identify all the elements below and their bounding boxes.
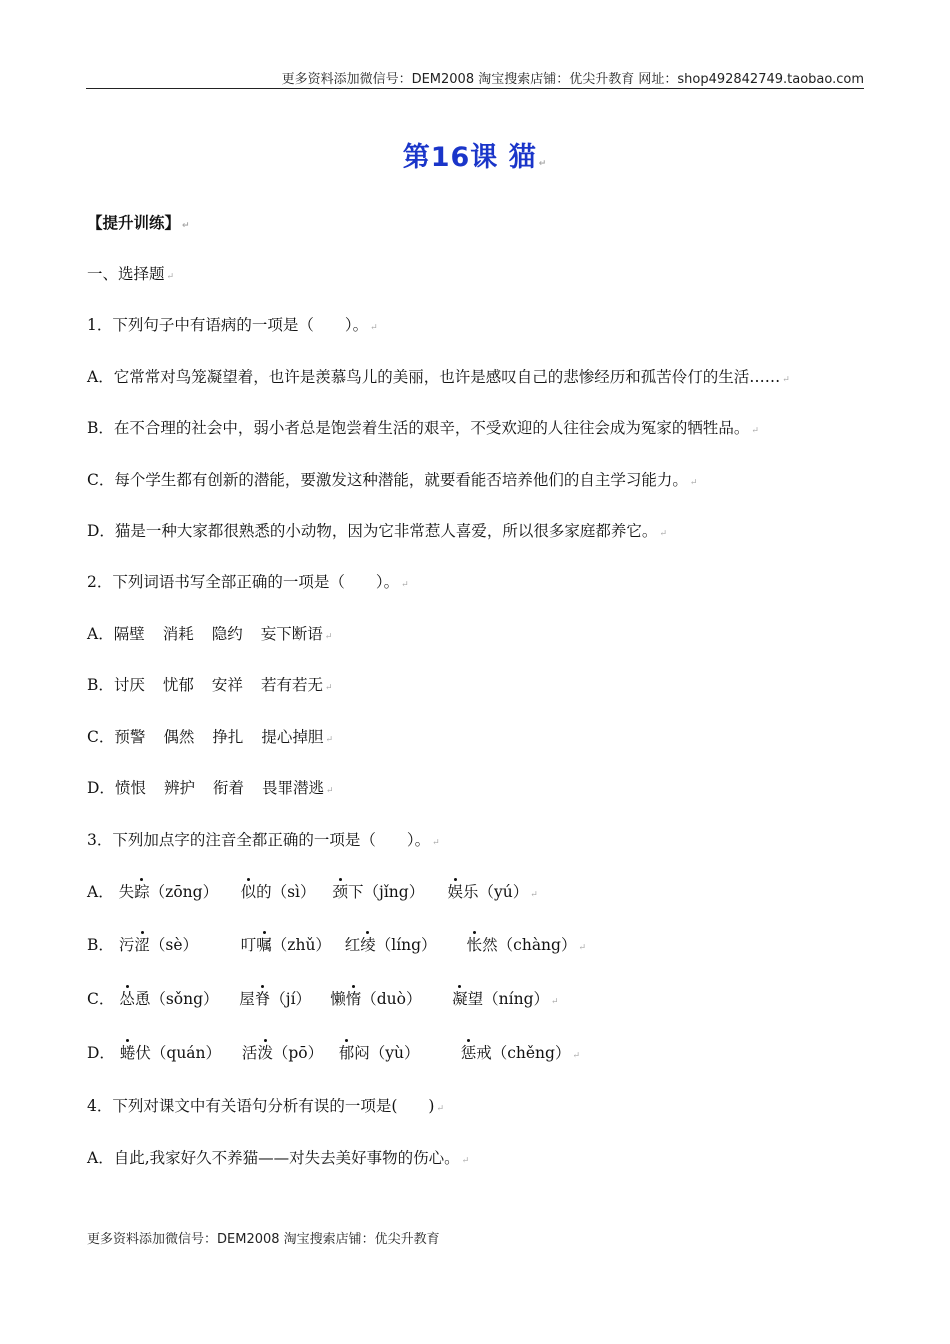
page-title: 第16课 猫 ↵ bbox=[402, 142, 548, 173]
question-2-option-a: A．隔壁 消耗 隐约 妄下断语 ↵ bbox=[87, 625, 333, 643]
question-2-stem: 2．下列词语书写全部正确的一项是（ ）。 ↵ bbox=[87, 573, 409, 591]
emphasis-dot: 娱 bbox=[447, 880, 463, 904]
question-2-option-b: B．讨厌 忧郁 安祥 若有若无 ↵ bbox=[87, 676, 333, 694]
emphasis-dot: 泼 bbox=[257, 1041, 273, 1065]
question-2-option-c: C．预警 偶然 挣扎 提心掉胆 ↵ bbox=[87, 728, 333, 746]
question-1-option-a: A．它常常对鸟笼凝望着，也许是羡慕鸟儿的美丽，也许是感叹自己的悲惨经历和孤苦伶仃的生活…… ↵ bbox=[87, 368, 790, 386]
emphasis-dot: 绫 bbox=[360, 933, 376, 957]
question-1-option-c: C．每个学生都有创新的潜能，要激发这种潜能，就要看能否培养他们的自主学习能力。 ↵ bbox=[87, 471, 698, 489]
emphasis-dot: 郁 bbox=[339, 1041, 355, 1065]
question-1-stem: 1．下列句子中有语病的一项是（ ）。 ↵ bbox=[87, 316, 378, 334]
question-3-option-a: A． 失踪（zōng） 似的（sì） 颈下（jǐng） 娱乐（yú） ↵ bbox=[87, 880, 538, 904]
question-4-option-a: A．自此,我家好久不养猫——对失去美好事物的伤心。 ↵ bbox=[87, 1149, 470, 1167]
question-3-option-b: B． 污涩（sè） 叮嘱（zhǔ） 红绫（líng） 怅然（chàng） ↵ bbox=[87, 933, 586, 957]
emphasis-dot: 脊 bbox=[255, 987, 271, 1011]
emphasis-dot: 蜷 bbox=[120, 1041, 136, 1065]
header-divider bbox=[86, 88, 864, 89]
page-footer: 更多资料添加微信号：DEM2008 淘宝搜索店铺：优尖升教育 bbox=[87, 1232, 440, 1247]
emphasis-dot: 嘱 bbox=[256, 933, 272, 957]
page-header: 更多资料添加微信号：DEM2008 淘宝搜索店铺：优尖升教育 网址：shop492842749.taobao.com bbox=[281, 72, 864, 87]
emphasis-dot: 惩 bbox=[461, 1041, 477, 1065]
question-3-stem: 3．下列加点字的注音全都正确的一项是（ ）。 ↵ bbox=[87, 831, 440, 849]
emphasis-dot: 涩 bbox=[134, 933, 150, 957]
emphasis-dot: 似 bbox=[241, 880, 257, 904]
emphasis-dot: 怂 bbox=[119, 987, 135, 1011]
part-heading: 一、选择题 ↵ bbox=[87, 265, 175, 283]
emphasis-dot: 惰 bbox=[346, 987, 362, 1011]
emphasis-dot: 怅 bbox=[467, 933, 483, 957]
section-label: 【提升训练】 ↵ bbox=[87, 214, 190, 232]
question-1-option-d: D．猫是一种大家都很熟悉的小动物，因为它非常惹人喜爱，所以很多家庭都养它。 ↵ bbox=[87, 522, 667, 540]
question-4-stem: 4．下列对课文中有关语句分析有误的一项是( ) ↵ bbox=[87, 1097, 445, 1115]
question-2-option-d: D．愤恨 辨护 衔着 畏罪潜逃 ↵ bbox=[87, 779, 334, 797]
emphasis-dot: 踪 bbox=[134, 880, 150, 904]
question-3-option-c: C． 怂恿（sǒng） 屋脊（jí） 懒惰（duò） 凝望（níng） ↵ bbox=[87, 987, 559, 1011]
question-1-option-b: B．在不合理的社会中，弱小者总是饱尝着生活的艰辛，不受欢迎的人往往会成为冤家的牺牲品。 ↵ bbox=[87, 419, 759, 437]
emphasis-dot: 颈 bbox=[333, 880, 349, 904]
question-3-option-d: D． 蜷伏（quán） 活泼（pō） 郁闷（yù） 惩戒（chěng） ↵ bbox=[87, 1041, 580, 1065]
emphasis-dot: 凝 bbox=[452, 987, 468, 1011]
